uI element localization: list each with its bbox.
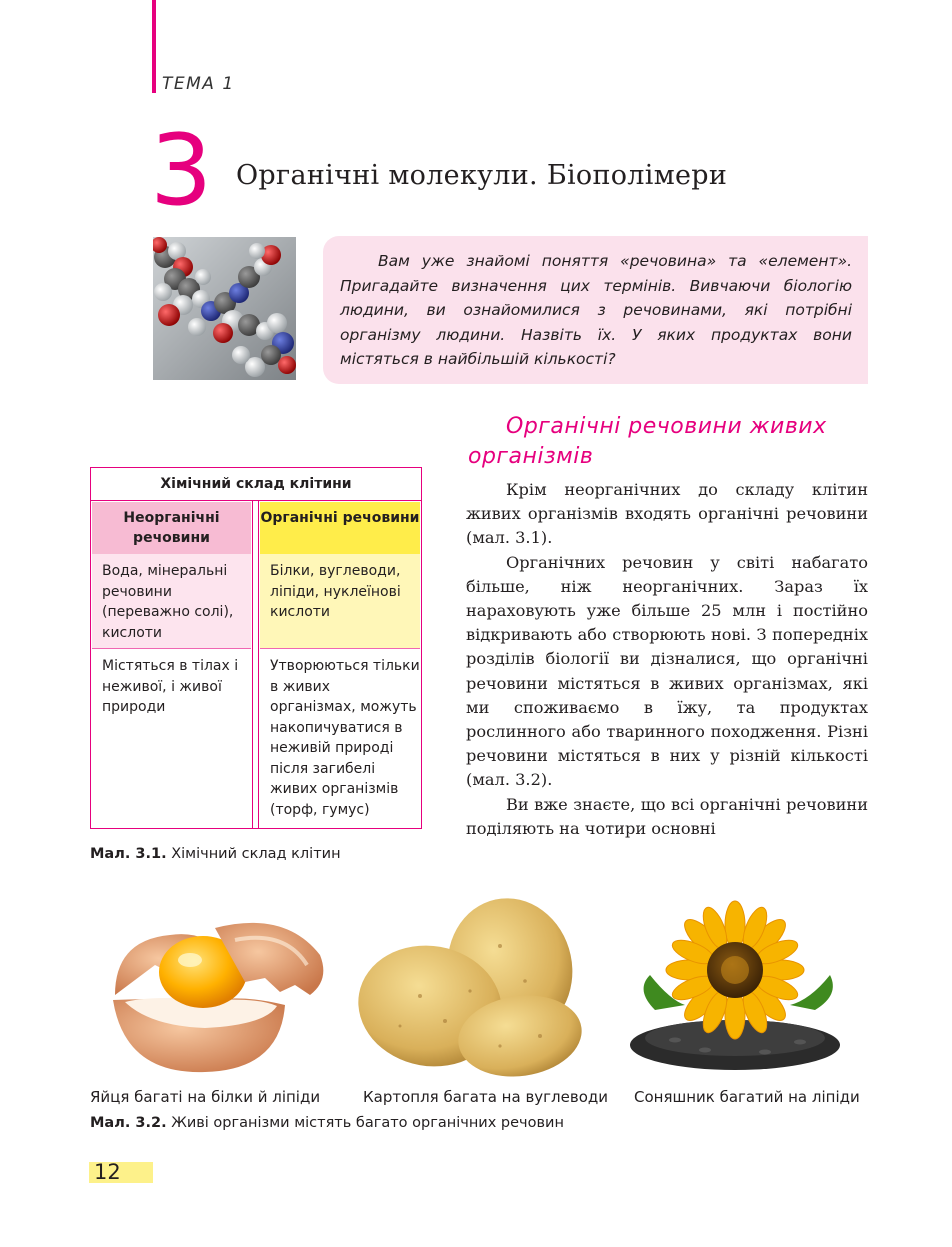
molecule-image [153,237,296,380]
sunflower-icon [615,900,855,1080]
figure-2-caption [90,1115,564,1131]
table-cell-inorganic-examples: Вода, мінеральні речовини (переважно солі), кислоти [92,554,251,648]
potato-icon [350,896,600,1081]
table-header-organic: Органічні речовини [260,502,420,554]
table-header-inorganic: Неорганічні речовини [92,502,251,554]
table-cell-organic-origin: Утворюються тільки в живих організмах, можуть накопичуватися в неживій природі після загибелі живих організмів (торф, гумус) [270,658,420,818]
section-title [468,412,868,472]
egg-icon [95,900,335,1080]
sunflower-caption: Соняшник багатий на ліпіди [634,1088,860,1106]
chapter-title: Органічні молекули. Біополімери [236,160,728,191]
figure-1-caption-text: Хімічний склад клітин [171,846,341,862]
intro-text-content: Вам уже знайомі поняття «речовина» та «елемент». Пригадайте визначення цих термінів. Вивчаючи біологію людини, ви ознайомилися з речовинами, які потрібні організму людини. Назвіть їх. У яких продуктах вони містяться в найбільшій кількості? [340,252,852,368]
section-title-text: Органічні речовини живих організмів [468,414,827,469]
egg-caption: Яйця багаті на білки й ліпіди [90,1088,321,1106]
chapter-number: 3 [150,114,213,228]
intro-text [340,249,852,372]
body-paragraph: Органічних речовин у світі набагато більше, ніж неорганічних. Зараз їх нараховують уже більше 25 млн і постійно відкривають або створюють нові. З попередніх розділів біології ви дізналися, що органічні речовини містяться в живих організмах, які ми споживаємо в їжу, та продуктах рослинного або тваринного походження. Різні речовини містяться в них у різній кількості (мал. 3.2). [466,552,868,790]
topic-accent-bar [152,0,156,93]
section-body [466,478,868,841]
body-paragraph: Ви вже знаєте, що всі органічні речовини поділяють на чотири основні [466,794,868,838]
figure-2-caption-text: Живі організми містять багато органічних речовин [171,1115,564,1131]
figure-1-caption [90,846,341,862]
table-title: Хімічний склад клітини [91,468,421,501]
body-paragraph: Крім неорганічних до складу клітин живих організмів входять органічні речовини (мал. 3.1). [466,480,868,548]
table-cell-organic-examples: Білки, вуглеводи, ліпіди, нуклеїнові кислоти [260,554,420,648]
topic-label: ТЕМА 1 [162,74,235,94]
potato-caption: Картопля багата на вуглеводи [363,1088,608,1106]
page-number: 12 [94,1160,121,1184]
figure-1-label: Мал. 3.1. [90,846,167,862]
table-cell-inorganic-origin: Містяться в тілах і неживої, і живої природи [102,658,239,715]
figure-2-label: Мал. 3.2. [90,1115,167,1131]
